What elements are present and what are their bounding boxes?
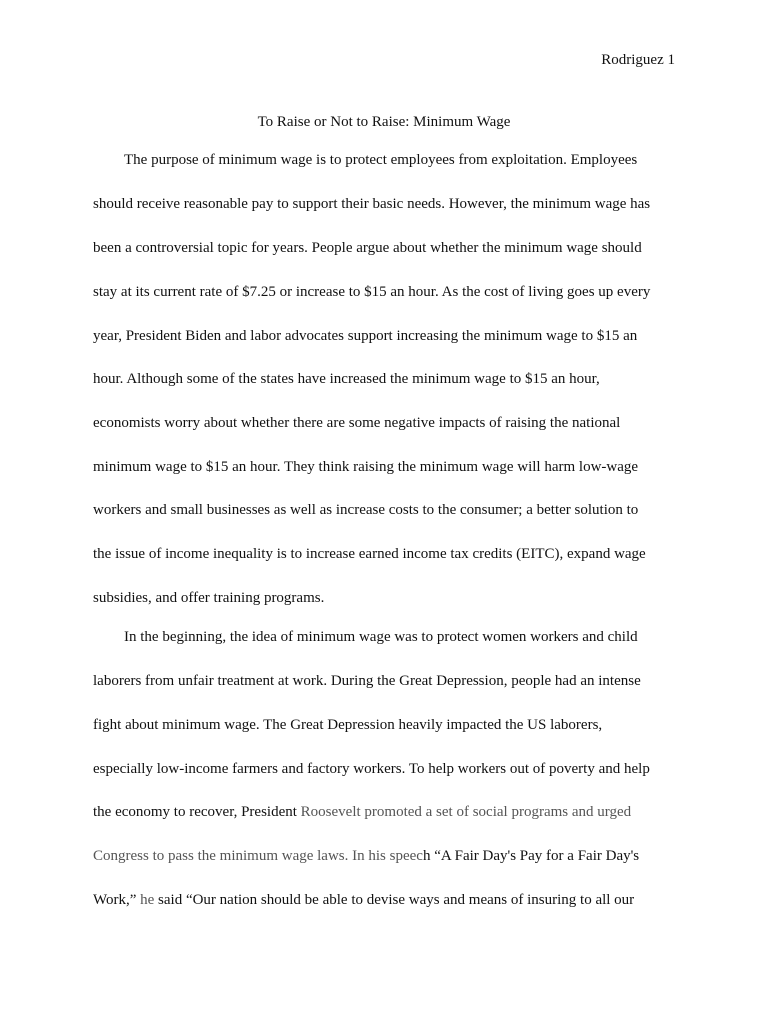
paragraph-2-line: [93, 802, 631, 822]
paragraph-1-line: should receive reasonable pay to support their basic needs. However, the minimum wage has: [93, 196, 651, 212]
document-title: To Raise or Not to Raise: Minimum Wage: [257, 114, 511, 130]
paragraph-1-line: hour. Although some of the states have increased the minimum wage to $15 an hour,: [93, 371, 600, 387]
paragraph-1-line: the issue of income inequality is to increase earned income tax credits (EITC), expand wage: [93, 546, 646, 562]
highlighted-text-run: Roosevelt promoted a set of social programs and urged: [300, 804, 632, 820]
highlighted-text-run: he: [140, 892, 155, 908]
running-head: Rodriguez 1: [601, 52, 675, 68]
text-run: Work,”: [93, 892, 141, 908]
paragraph-2-line: [93, 890, 634, 910]
text-run: the economy to recover, President: [93, 804, 301, 820]
text-run: said “Our nation should be able to devise ways and means of insuring to all our: [154, 892, 635, 908]
paragraph-2-line: especially low-income farmers and factory workers. To help workers out of poverty and help: [93, 761, 650, 777]
paragraph-2-line: In the beginning, the idea of minimum wage was to protect women workers and child: [124, 629, 638, 645]
paragraph-1-line: stay at its current rate of $7.25 or increase to $15 an hour. As the cost of living goes up every: [93, 284, 651, 300]
paragraph-1-line: The purpose of minimum wage is to protect employees from exploitation. Employees: [124, 152, 638, 168]
paragraph-2-line: [93, 846, 639, 866]
paragraph-1-line: been a controversial topic for years. People argue about whether the minimum wage should: [93, 240, 642, 256]
paragraph-1-line: subsidies, and offer training programs.: [93, 590, 325, 606]
paragraph-1-line: economists worry about whether there are some negative impacts of raising the national: [93, 415, 621, 431]
highlighted-text-run: Congress to pass the minimum wage laws. In his speec: [93, 848, 423, 864]
paragraph-2-line: laborers from unfair treatment at work. During the Great Depression, people had an intense: [93, 673, 641, 689]
text-run: h “A Fair Day's Pay for a Fair Day's: [422, 848, 640, 864]
paragraph-1-line: minimum wage to $15 an hour. They think raising the minimum wage will harm low-wage: [93, 459, 639, 475]
paragraph-1-line: year, President Biden and labor advocates support increasing the minimum wage to $15 an: [93, 328, 638, 344]
paragraph-1-line: workers and small businesses as well as increase costs to the consumer; a better solution to: [93, 502, 639, 518]
paragraph-2-line: fight about minimum wage. The Great Depression heavily impacted the US laborers,: [93, 717, 603, 733]
